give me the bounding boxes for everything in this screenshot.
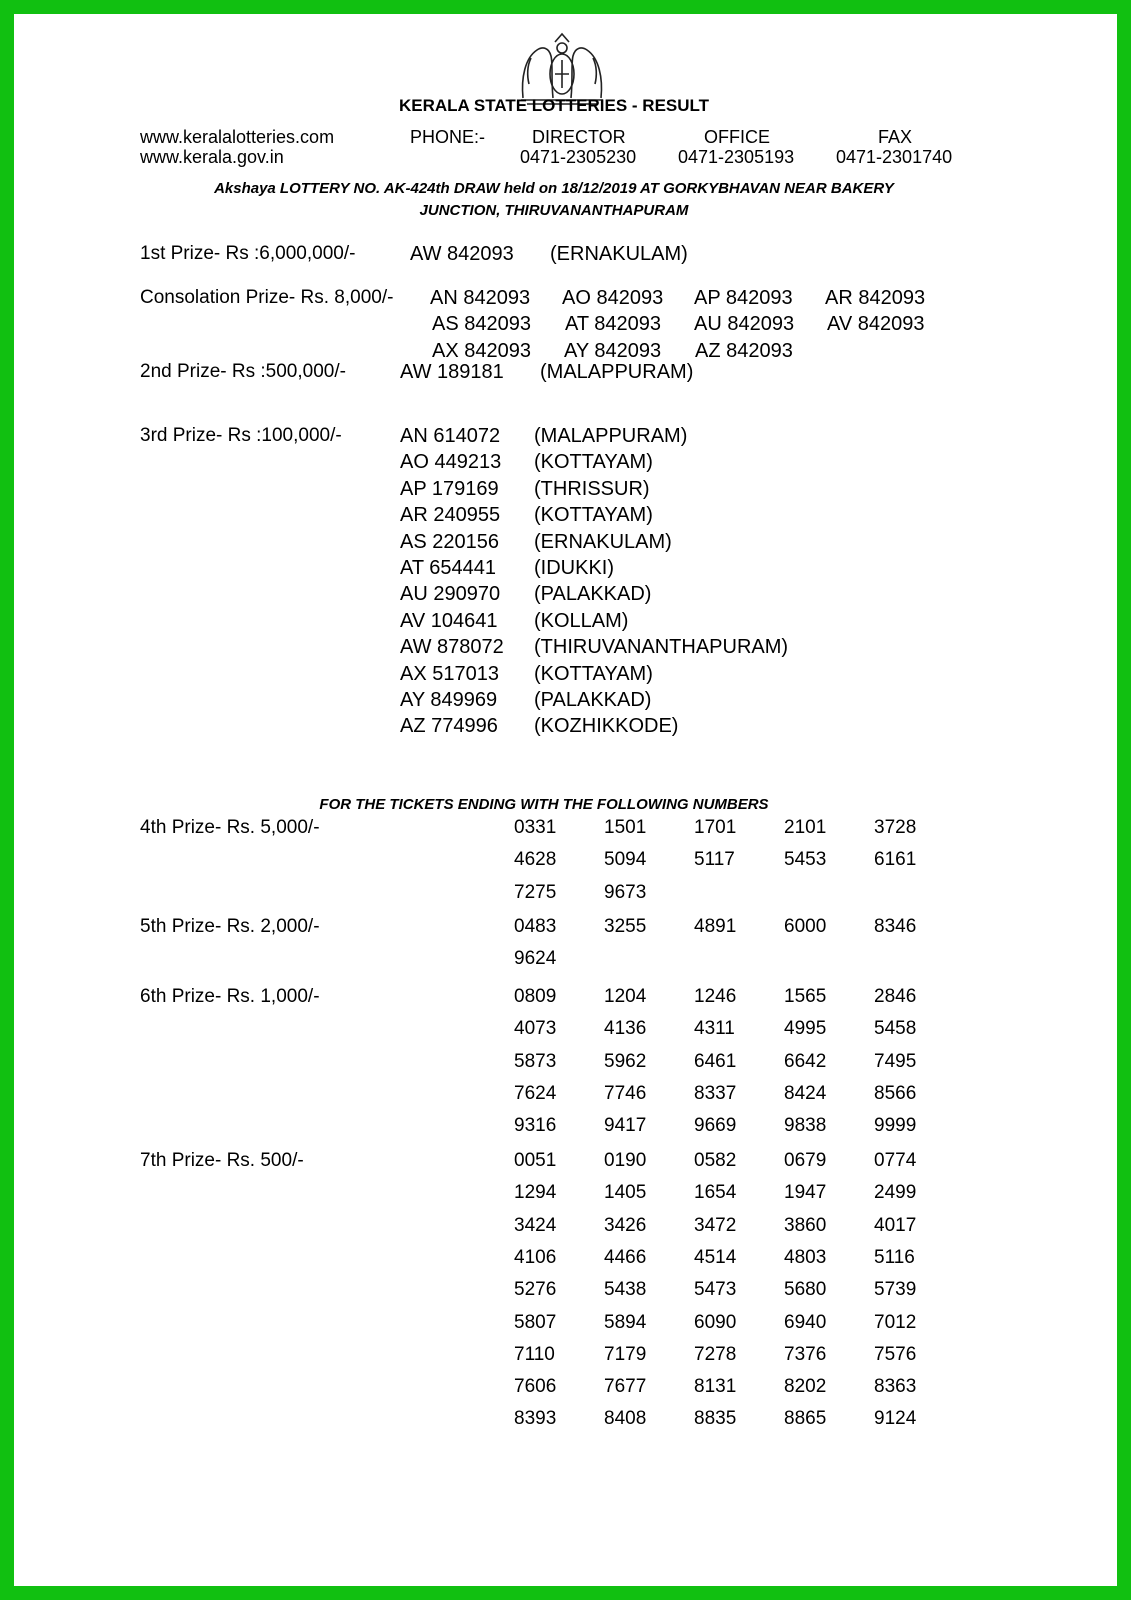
winning-number: 6642 bbox=[784, 1050, 827, 1072]
third-prize-ticket: AX 517013 bbox=[400, 662, 499, 685]
third-prize-label: 3rd Prize- Rs :100,000/- bbox=[140, 425, 342, 446]
winning-number: 4891 bbox=[694, 916, 737, 937]
result-page bbox=[14, 14, 1117, 1586]
website-link-lotteries[interactable]: www.keralalotteries.com bbox=[140, 127, 335, 147]
third-prize-ticket: AW 878072 bbox=[400, 636, 504, 659]
winning-number: 0051 bbox=[514, 1150, 557, 1171]
winning-number: 1294 bbox=[514, 1182, 557, 1204]
winning-number: 8424 bbox=[784, 1082, 827, 1104]
consolation-ticket: AP 842093 bbox=[694, 287, 793, 309]
winning-number: 1701 bbox=[694, 817, 737, 838]
third-prize-place: (PALAKKAD) bbox=[534, 689, 652, 711]
third-prize-ticket: AO 449213 bbox=[400, 451, 502, 474]
second-prize-label: 2nd Prize- Rs :500,000/- bbox=[140, 361, 346, 382]
page-title: KERALA STATE LOTTERIES - RESULT bbox=[398, 96, 710, 115]
winning-number: 4995 bbox=[784, 1018, 827, 1040]
winning-number: 0679 bbox=[784, 1150, 827, 1171]
third-prize-ticket: AP 179169 bbox=[400, 477, 499, 500]
third-prize-ticket: AR 240955 bbox=[400, 504, 501, 527]
winning-number: 2101 bbox=[784, 817, 827, 838]
winning-number: 7746 bbox=[604, 1082, 647, 1104]
winning-number: 5116 bbox=[874, 1246, 915, 1268]
winning-number: 3860 bbox=[784, 1214, 827, 1236]
third-prize-place: (KOTTAYAM) bbox=[534, 662, 653, 685]
third-prize-place: (KOTTAYAM) bbox=[534, 451, 653, 474]
third-prize-place: (THRISSUR) bbox=[534, 477, 650, 500]
winning-number: 5276 bbox=[514, 1279, 557, 1301]
second-prize-ticket: AW 189181 bbox=[400, 361, 504, 383]
third-prize-ticket: AZ 774996 bbox=[400, 715, 498, 738]
phone-label: PHONE:- bbox=[410, 127, 486, 147]
consolation-ticket: AR 842093 bbox=[825, 287, 926, 309]
winning-number: 3728 bbox=[874, 817, 917, 838]
first-prize-label: 1st Prize- Rs :6,000,000/- bbox=[140, 243, 356, 264]
winning-number: 1654 bbox=[694, 1182, 737, 1204]
office-label: OFFICE bbox=[704, 127, 770, 147]
winning-number: 7624 bbox=[514, 1082, 557, 1104]
winning-number: 0331 bbox=[514, 817, 557, 838]
winning-number: 6940 bbox=[784, 1311, 827, 1333]
winning-number: 1246 bbox=[694, 986, 737, 1007]
ending-prize-label: 4th Prize- Rs. 5,000/- bbox=[140, 817, 320, 838]
winning-number: 7376 bbox=[784, 1343, 827, 1365]
winning-number: 4311 bbox=[694, 1018, 735, 1040]
winning-number: 1947 bbox=[784, 1182, 827, 1204]
fax-phone: 0471-2301740 bbox=[836, 147, 953, 167]
consolation-ticket: AO 842093 bbox=[562, 287, 664, 309]
third-prize-ticket: AV 104641 bbox=[400, 609, 498, 632]
winning-number: 5453 bbox=[784, 849, 827, 871]
winning-number: 8566 bbox=[874, 1082, 917, 1104]
first-prize-ticket: AW 842093 bbox=[410, 243, 514, 265]
winning-number: 9316 bbox=[514, 1115, 557, 1137]
winning-number: 5117 bbox=[694, 849, 735, 871]
ending-prize-label: 7th Prize- Rs. 500/- bbox=[140, 1150, 304, 1171]
winning-number: 3424 bbox=[514, 1214, 557, 1236]
winning-number: 5807 bbox=[514, 1311, 557, 1333]
third-prize-place: (KOTTAYAM) bbox=[534, 504, 653, 527]
winning-number: 0809 bbox=[514, 986, 557, 1007]
winning-number: 4803 bbox=[784, 1246, 827, 1268]
consolation-ticket: AS 842093 bbox=[432, 313, 531, 335]
third-prize-place: (THIRUVANANTHAPURAM) bbox=[534, 636, 789, 659]
winning-number: 8393 bbox=[514, 1408, 557, 1430]
winning-number: 5894 bbox=[604, 1311, 647, 1333]
winning-number: 1565 bbox=[784, 986, 827, 1007]
winning-number: 1405 bbox=[604, 1182, 647, 1204]
director-label: DIRECTOR bbox=[532, 127, 626, 147]
winning-number: 8835 bbox=[694, 1408, 737, 1430]
winning-number: 5739 bbox=[874, 1279, 917, 1301]
winning-number: 4628 bbox=[514, 849, 557, 871]
winning-number: 7606 bbox=[514, 1376, 557, 1398]
winning-number: 9999 bbox=[874, 1115, 917, 1137]
winning-number: 0582 bbox=[694, 1150, 737, 1171]
draw-info-line2: JUNCTION, THIRUVANANTHAPURAM bbox=[419, 202, 689, 219]
winning-number: 4466 bbox=[604, 1246, 647, 1268]
winning-number: 8346 bbox=[874, 916, 917, 937]
winning-number: 3255 bbox=[604, 916, 647, 937]
winning-number: 8865 bbox=[784, 1408, 827, 1430]
first-prize-place: (ERNAKULAM) bbox=[550, 243, 688, 265]
winning-number: 6000 bbox=[784, 916, 827, 937]
winning-number: 5438 bbox=[604, 1279, 647, 1301]
winning-number: 9838 bbox=[784, 1115, 827, 1137]
consolation-ticket: AX 842093 bbox=[432, 340, 531, 362]
winning-number: 7278 bbox=[694, 1343, 737, 1365]
winning-number: 3426 bbox=[604, 1214, 647, 1236]
winning-number: 4106 bbox=[514, 1246, 557, 1268]
winning-number: 2846 bbox=[874, 986, 917, 1007]
winning-number: 9673 bbox=[604, 881, 647, 903]
winning-number: 0483 bbox=[514, 916, 557, 937]
second-prize-place: (MALAPPURAM) bbox=[540, 361, 694, 383]
winning-number: 5473 bbox=[694, 1279, 737, 1301]
winning-number: 4136 bbox=[604, 1018, 647, 1040]
winning-number: 8131 bbox=[694, 1376, 737, 1398]
third-prize-place: (IDUKKI) bbox=[534, 557, 614, 579]
consolation-ticket: AU 842093 bbox=[694, 313, 795, 335]
consolation-ticket: AZ 842093 bbox=[695, 340, 793, 362]
third-prize-place: (PALAKKAD) bbox=[534, 583, 652, 606]
third-prize-place: (ERNAKULAM) bbox=[534, 530, 672, 553]
winning-number: 0774 bbox=[874, 1150, 917, 1171]
winning-number: 3472 bbox=[694, 1214, 737, 1236]
winning-number: 7179 bbox=[604, 1343, 647, 1365]
consolation-ticket: AV 842093 bbox=[827, 313, 925, 335]
ending-prize-label: 6th Prize- Rs. 1,000/- bbox=[140, 986, 320, 1007]
winning-number: 7677 bbox=[604, 1376, 647, 1398]
winning-number: 4514 bbox=[694, 1246, 737, 1268]
third-prize-place: (KOLLAM) bbox=[534, 609, 629, 632]
third-prize-ticket: AS 220156 bbox=[400, 530, 499, 553]
third-prize-ticket: AN 614072 bbox=[400, 425, 501, 447]
winning-number: 1501 bbox=[604, 817, 647, 838]
winning-number: 0190 bbox=[604, 1150, 647, 1171]
office-phone: 0471-2305193 bbox=[678, 147, 795, 167]
winning-number: 7495 bbox=[874, 1050, 917, 1072]
winning-number: 2499 bbox=[874, 1182, 917, 1204]
winning-number: 8363 bbox=[874, 1376, 917, 1398]
winning-number: 8202 bbox=[784, 1376, 827, 1398]
winning-number: 9417 bbox=[604, 1115, 647, 1137]
third-prize-ticket: AY 849969 bbox=[400, 689, 498, 711]
winning-number: 5680 bbox=[784, 1279, 827, 1301]
fax-label: FAX bbox=[878, 127, 913, 147]
winning-number: 4017 bbox=[874, 1214, 917, 1236]
winning-number: 6161 bbox=[874, 849, 917, 871]
consolation-prize-label: Consolation Prize- Rs. 8,000/- bbox=[140, 287, 394, 308]
third-prize-place: (MALAPPURAM) bbox=[534, 425, 688, 447]
ending-numbers-heading: FOR THE TICKETS ENDING WITH THE FOLLOWING NUMBERS bbox=[319, 796, 769, 813]
consolation-ticket: AN 842093 bbox=[430, 287, 531, 309]
third-prize-place: (KOZHIKKODE) bbox=[534, 715, 679, 738]
third-prize-ticket: AU 290970 bbox=[400, 583, 501, 606]
draw-info-line1: Akshaya LOTTERY NO. AK-424th DRAW held on 18/12/2019 AT GORKYBHAVAN NEAR BAKERY bbox=[214, 180, 894, 197]
director-phone: 0471-2305230 bbox=[520, 147, 637, 167]
winning-number: 8408 bbox=[604, 1408, 647, 1430]
winning-number: 6461 bbox=[694, 1050, 737, 1072]
winning-number: 7576 bbox=[874, 1343, 917, 1365]
winning-number: 5094 bbox=[604, 849, 647, 871]
winning-number: 5458 bbox=[874, 1018, 917, 1040]
winning-number: 9669 bbox=[694, 1115, 737, 1137]
third-prize-ticket: AT 654441 bbox=[400, 557, 497, 579]
website-link-gov[interactable]: www.kerala.gov.in bbox=[140, 147, 284, 167]
consolation-ticket: AT 842093 bbox=[565, 313, 662, 335]
winning-number: 9124 bbox=[874, 1408, 917, 1430]
winning-number: 1204 bbox=[604, 986, 647, 1007]
winning-number: 8337 bbox=[694, 1082, 737, 1104]
winning-number: 7012 bbox=[874, 1311, 917, 1333]
winning-number: 5873 bbox=[514, 1050, 557, 1072]
winning-number: 6090 bbox=[694, 1311, 737, 1333]
consolation-ticket: AY 842093 bbox=[564, 340, 662, 362]
winning-number: 4073 bbox=[514, 1018, 557, 1040]
ending-prize-label: 5th Prize- Rs. 2,000/- bbox=[140, 916, 320, 937]
winning-number: 5962 bbox=[604, 1050, 647, 1072]
winning-number: 7110 bbox=[514, 1343, 555, 1365]
winning-number: 7275 bbox=[514, 881, 557, 903]
winning-number: 9624 bbox=[514, 948, 557, 970]
